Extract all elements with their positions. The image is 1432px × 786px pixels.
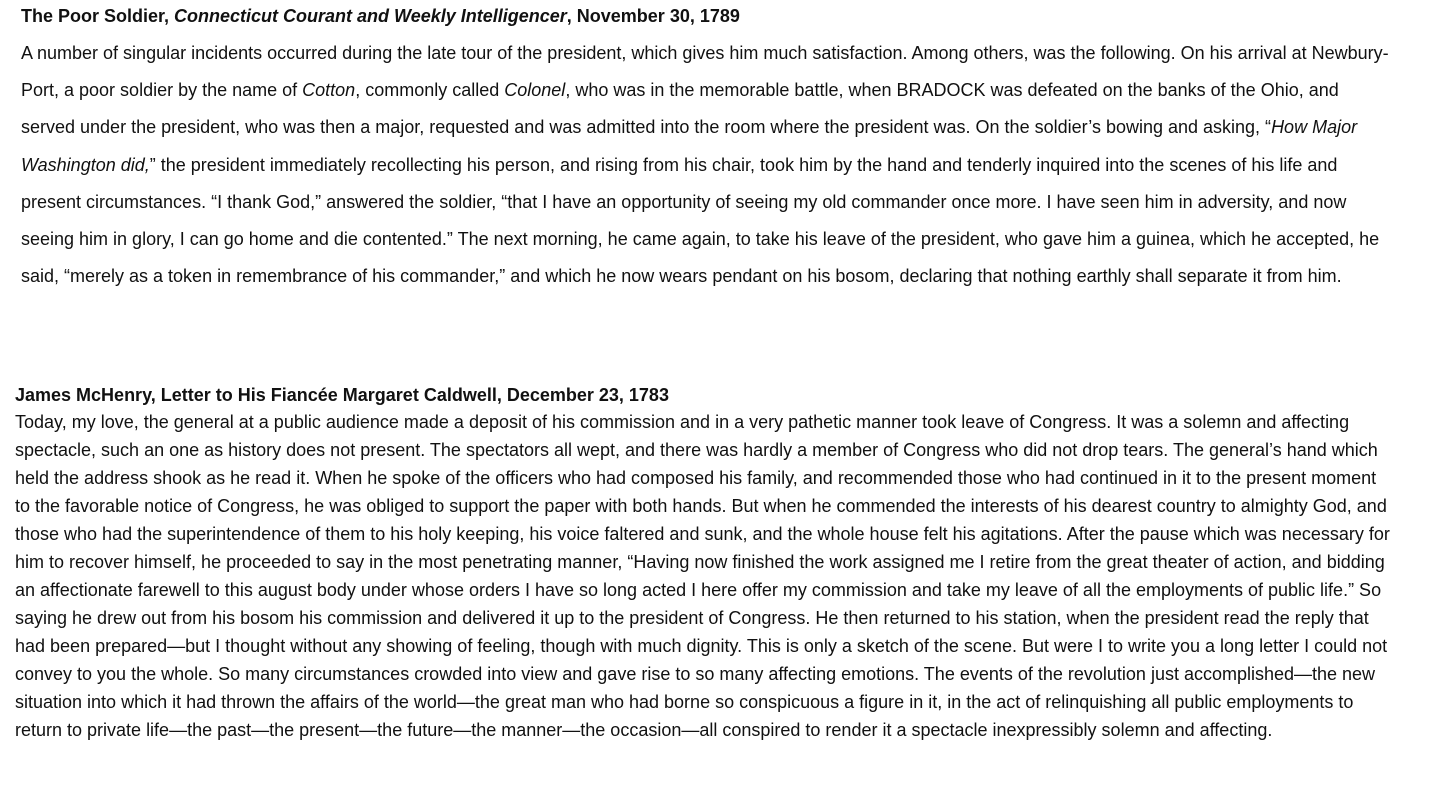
body-text: , commonly called	[355, 80, 505, 101]
title-prefix: The Poor Soldier,	[21, 6, 175, 26]
body-italic-name: Cotton	[302, 80, 356, 101]
article-mchenry-letter	[15, 384, 1390, 744]
article-poor-soldier	[21, 5, 1396, 295]
body-italic-name: Colonel	[504, 80, 566, 101]
body-italic-quote: How Major Washington did,	[21, 117, 1358, 175]
article-body: Today, my love, the general at a public audience made a deposit of his commission and in a very pathetic manner took leave of Congress. It was a solemn and affecting spectacle, such an one as history does not present. The spectators all wept, and there was hardly a member of Congress who did not drop tears. The general’s hand which held the address shook as he read it. When he spoke of the officers who had composed his family, and recommended those who had continued in it to the present moment to the favorable notice of Congress, he was obliged to support the paper with both hands. But when he commended the interests of his dearest country to almighty God, and those who had the superintendence of them to his holy keeping, his voice faltered and sunk, and the whole house felt his agitations. After the pause which was necessary for him to recover himself, he proceeded to say in the most penetrating manner, “Having now finished the work assigned me I retire from the great theater of action, and bidding an affectionate farewell to this august body under whose orders I have so long acted I here offer my commission and take my leave of all the employments of public life.” So saying he drew out from his bosom his commission and delivered it up to the president of Congress. He then returned to his station, when the president read the reply that had been prepared—but I thought without any showing of feeling, though with much dignity. This is only a sketch of the scene. But were I to write you a long letter I could not convey to you the whole. So many circumstances crowded into view and gave rise to so many affecting emotions. The events of the revolution just accomplished—the new situation into which it had thrown the affairs of the world—the great man who had borne so conspicuous a figure in it, in the act of relinquishing all public employments to return to private life—the past—the present—the future—the manner—the occasion—all conspired to render it a spectacle inexpressibly solemn and affecting.	[15, 412, 1390, 740]
title-source: Connecticut Courant and Weekly Intelligencer	[174, 6, 567, 26]
article-title	[21, 5, 1396, 27]
body-text: ” the president immediately recollecting his person, and rising from his chair, took him by the hand and tenderly inquired into the scenes of his life and present circumstances. “I thank God,” answered the soldier, “that I have an opportunity of seeing my old commander once more. I have seen him in adversity, and now seeing him in glory, I can go home and die contented.” The next morning, he came again, to take his leave of the president, who gave him a guinea, which he accepted, he said, “merely as a token in remembrance of his commander,” and which he now wears pendant on his bosom, declaring that nothing earthly shall separate it from him.	[21, 154, 1380, 287]
body-text: A number of singular incidents occurred during the late tour of the president, which gives him much satisfaction. Among others, was the following. On his arrival at Newbury-Port, a poor soldier by the name of	[21, 43, 1389, 101]
title-date: , November 30, 1789	[566, 6, 740, 26]
article-body	[21, 35, 1396, 295]
article-title: James McHenry, Letter to His Fiancée Margaret Caldwell, December 23, 1783	[15, 385, 669, 405]
body-text: , who was in the memorable battle, when BRADOCK was defeated on the banks of the Ohio, and served under the president, who was then a major, requested and was admitted into the room where the president was. On the soldier’s bowing and asking, “	[21, 80, 1339, 138]
